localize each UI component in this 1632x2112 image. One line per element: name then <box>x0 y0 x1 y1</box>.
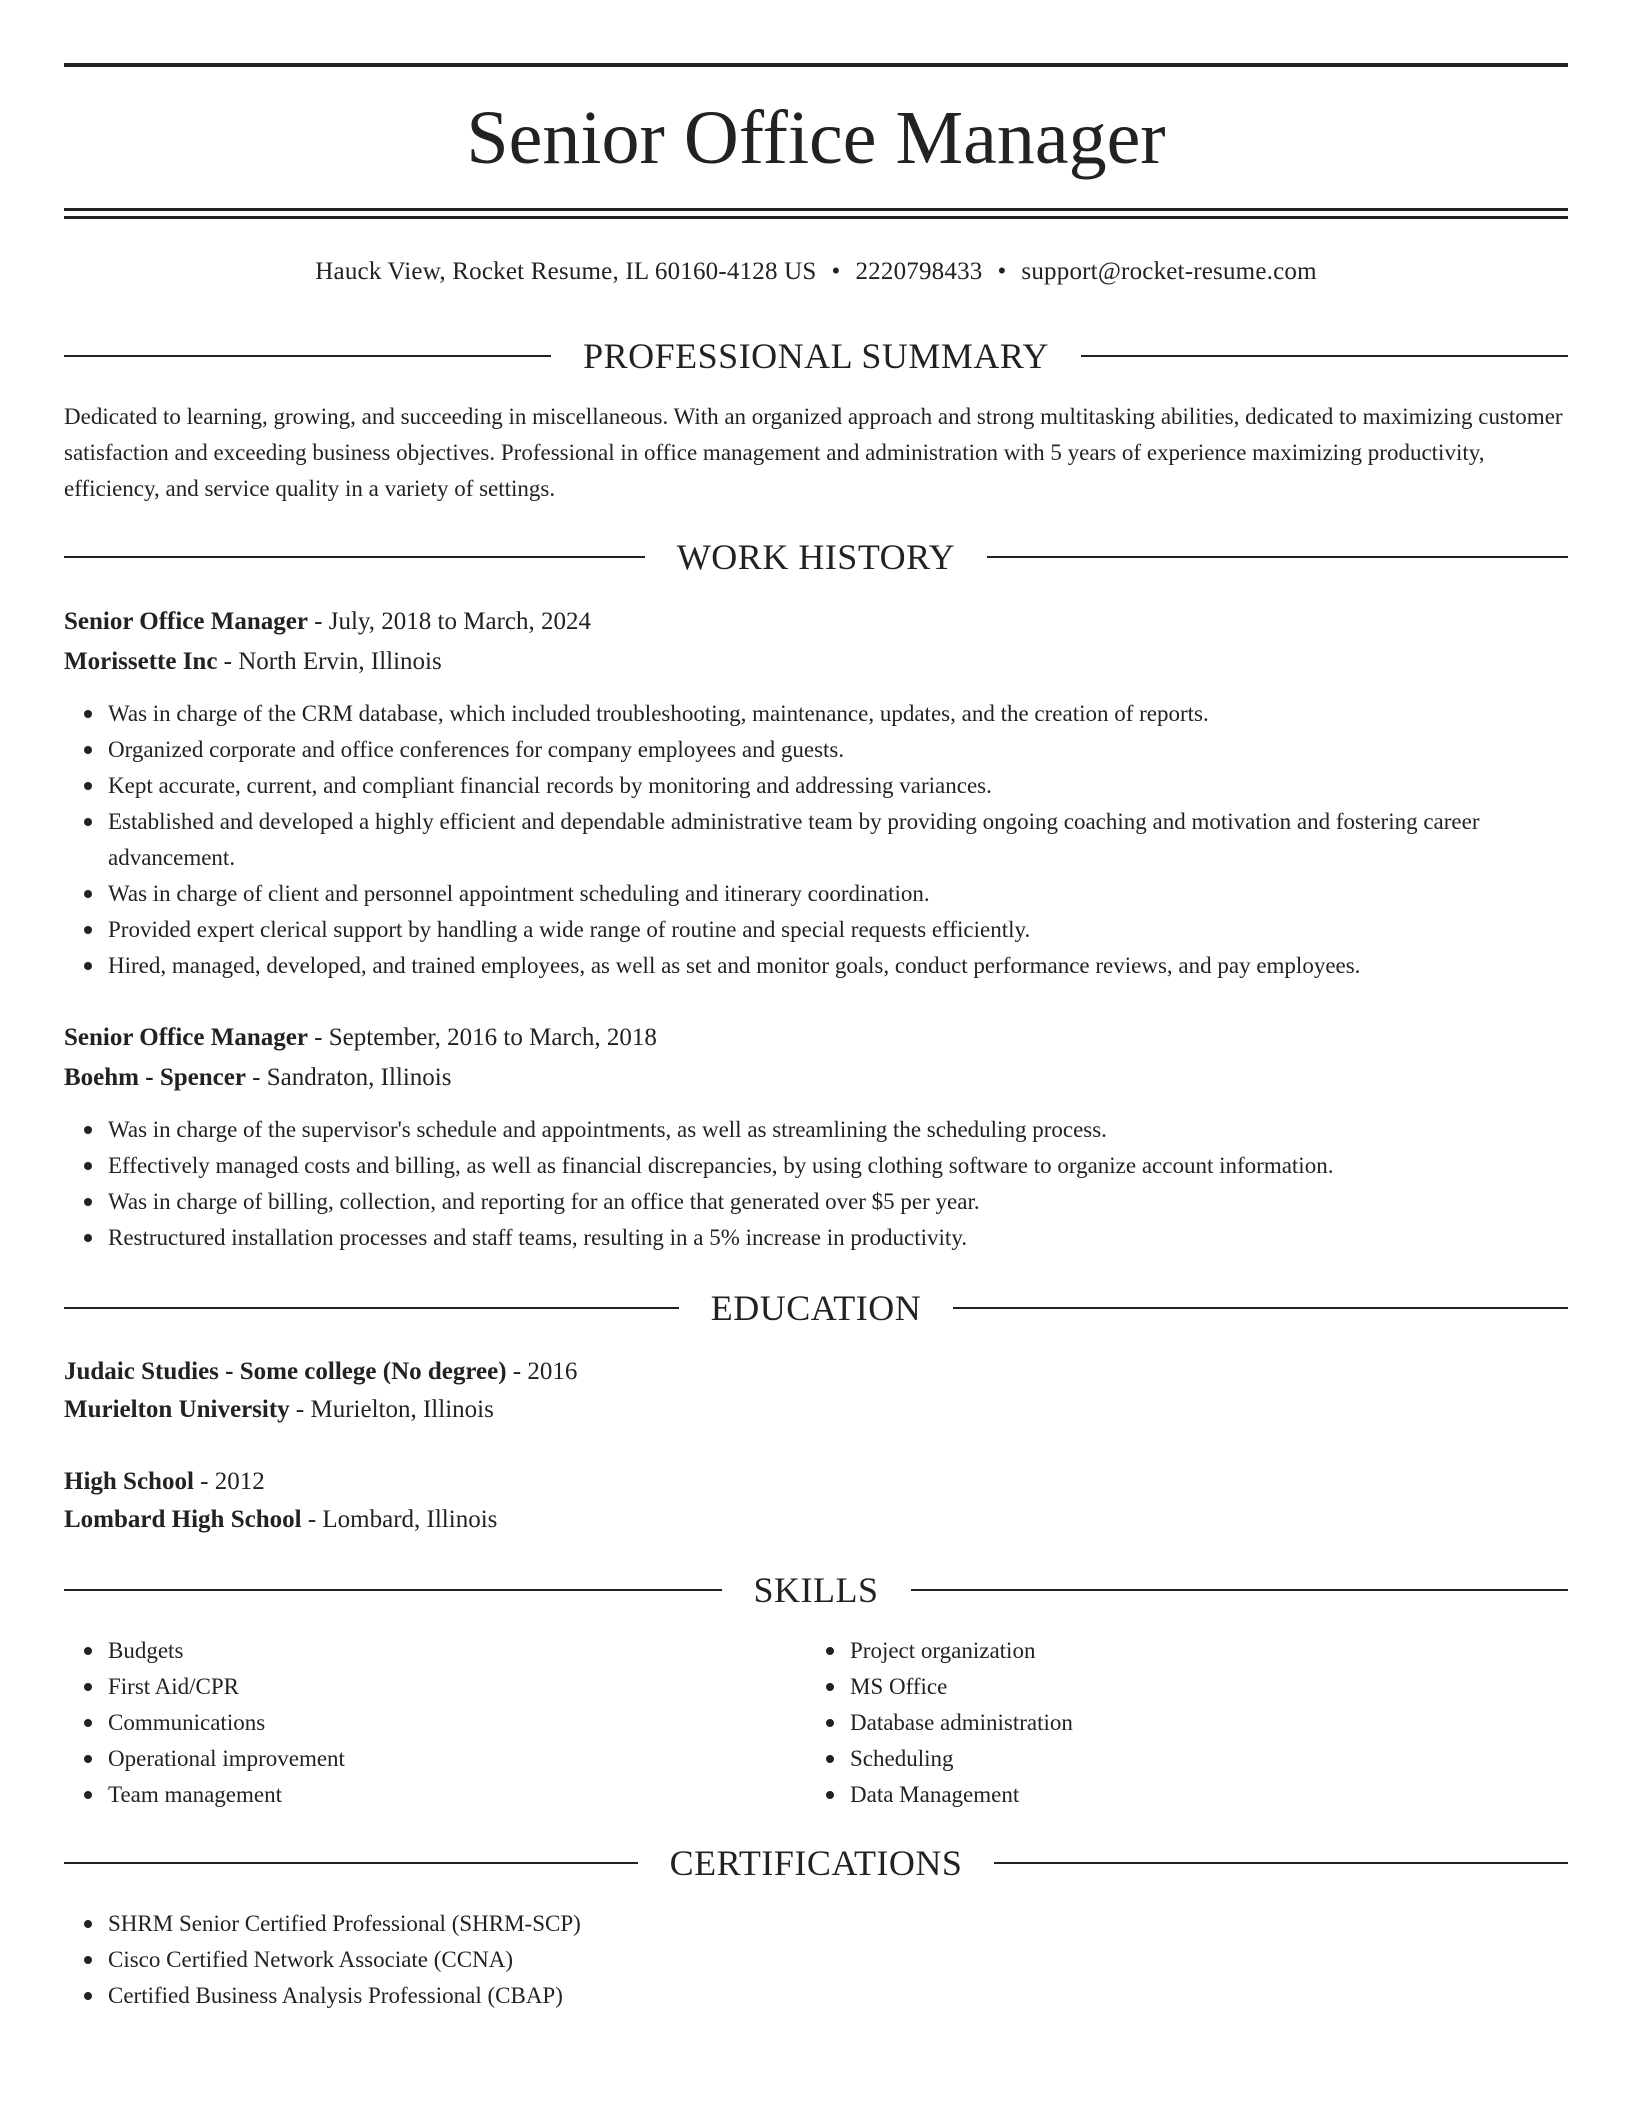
education-school: Lombard High School <box>64 1506 302 1533</box>
job-title: Senior Office Manager <box>64 608 308 635</box>
section-title: PROFESSIONAL SUMMARY <box>583 336 1049 376</box>
skills-column-right <box>806 1633 1506 1813</box>
certification-item: Certified Business Analysis Professional (CBAP) <box>108 1978 1612 2014</box>
education-location: - Murielton, Illinois <box>289 1396 494 1423</box>
list-item: Restructured installation processes and staff teams, resulting in a 5% increase in productivity. <box>108 1220 1612 1256</box>
education-degree-line <box>64 1354 577 1390</box>
list-item: Kept accurate, current, and compliant financial records by monitoring and addressing variances. <box>108 768 1612 804</box>
contact-phone: 2220798433 <box>855 258 983 285</box>
job-title-line <box>64 1020 657 1056</box>
candidate-name: Senior Office Manager <box>466 96 1166 180</box>
contact-separator: • <box>997 258 1007 285</box>
list-item: Provided expert clerical support by handling a wide range of routine and special requests efficiently. <box>108 912 1612 948</box>
contact-line <box>64 255 1568 289</box>
education-school: Murielton University <box>64 1396 290 1423</box>
skill-item: Team management <box>108 1777 808 1813</box>
education-school-line <box>64 1392 494 1428</box>
heading-rule <box>987 556 1568 558</box>
heading-rule <box>64 1307 679 1309</box>
skill-item: Project organization <box>850 1633 1550 1669</box>
list-item: Organized corporate and office conferences for company employees and guests. <box>108 732 1612 768</box>
skills-list <box>64 1633 808 1813</box>
section-heading-certifications <box>64 1841 1568 1885</box>
certification-item: SHRM Senior Certified Professional (SHRM-SCP) <box>108 1906 1612 1942</box>
education-year: - 2016 <box>506 1358 578 1385</box>
heading-rule <box>64 1589 722 1591</box>
list-item: Was in charge of billing, collection, and reporting for an office that generated over $5 per year. <box>108 1184 1612 1220</box>
heading-rule <box>64 1862 638 1864</box>
job-company-line <box>64 1060 451 1096</box>
job-title: Senior Office Manager <box>64 1024 308 1051</box>
education-year: - 2012 <box>193 1468 265 1495</box>
header-bottom-rule-2 <box>64 216 1568 219</box>
skill-item: Data Management <box>850 1777 1550 1813</box>
skill-item: Scheduling <box>850 1741 1550 1777</box>
heading-rule <box>1081 355 1568 357</box>
skill-item: First Aid/CPR <box>108 1669 808 1705</box>
list-item: Effectively managed costs and billing, as well as financial discrepancies, by using clothing software to organize account information. <box>108 1148 1612 1184</box>
heading-rule <box>994 1862 1568 1864</box>
section-title: EDUCATION <box>710 1288 922 1328</box>
summary-text: Dedicated to learning, growing, and succeeding in miscellaneous. With an organized approach and strong multitasking abilities, dedicated to maximizing customer satisfaction and exceeding business objectives. Professional in office management and administration with 5 years of experience maximizing productivity, efficiency, and service quality in a variety of settings. <box>64 404 1563 501</box>
education-location: - Lombard, Illinois <box>301 1506 498 1533</box>
heading-rule <box>64 355 551 357</box>
skill-item: Communications <box>108 1705 808 1741</box>
skill-item: Database administration <box>850 1705 1550 1741</box>
section-title: WORK HISTORY <box>676 537 956 577</box>
section-heading-summary <box>64 334 1568 378</box>
job-bullets <box>64 1112 1612 1256</box>
contact-email: support@rocket-resume.com <box>1021 258 1317 285</box>
job-location: - North Ervin, Illinois <box>217 648 442 675</box>
list-item: Was in charge of the CRM database, which included troubleshooting, maintenance, updates, and the creation of reports. <box>108 696 1612 732</box>
skill-item: Budgets <box>108 1633 808 1669</box>
job-title-line <box>64 604 591 640</box>
education-degree: Judaic Studies - Some college (No degree) <box>64 1358 507 1385</box>
certification-item: Cisco Certified Network Associate (CCNA) <box>108 1942 1612 1978</box>
education-degree: High School <box>64 1468 194 1495</box>
job-company: Boehm - Spencer <box>64 1064 246 1091</box>
list-item: Was in charge of the supervisor's schedule and appointments, as well as streamlining the scheduling process. <box>108 1112 1612 1148</box>
section-heading-skills <box>64 1568 1568 1612</box>
education-school-line <box>64 1502 497 1538</box>
job-bullets <box>64 696 1612 984</box>
contact-address: Hauck View, Rocket Resume, IL 60160-4128 US <box>315 258 817 285</box>
section-heading-work-history <box>64 535 1568 579</box>
skill-item: Operational improvement <box>108 1741 808 1777</box>
job-company-line <box>64 644 442 680</box>
section-heading-education <box>64 1286 1568 1330</box>
job-location: - Sandraton, Illinois <box>245 1064 452 1091</box>
job-dates: - September, 2016 to March, 2018 <box>307 1024 657 1051</box>
heading-rule <box>953 1307 1568 1309</box>
header-bottom-rule <box>64 208 1568 211</box>
skills-column-left <box>64 1633 764 1813</box>
contact-separator: • <box>831 258 841 285</box>
job-company: Morissette Inc <box>64 648 218 675</box>
job-dates: - July, 2018 to March, 2024 <box>307 608 591 635</box>
education-degree-line <box>64 1464 265 1500</box>
heading-rule <box>64 556 645 558</box>
list-item: Hired, managed, developed, and trained employees, as well as set and monitor goals, conduct performance reviews, and pay employees. <box>108 948 1612 984</box>
heading-rule <box>911 1589 1569 1591</box>
certifications-list <box>64 1906 1612 2014</box>
skills-list <box>806 1633 1550 1813</box>
skill-item: MS Office <box>850 1669 1550 1705</box>
list-item: Was in charge of client and personnel appointment scheduling and itinerary coordination. <box>108 876 1612 912</box>
section-title: CERTIFICATIONS <box>669 1843 963 1883</box>
section-title: SKILLS <box>753 1570 879 1610</box>
list-item: Established and developed a highly efficient and dependable administrative team by providing ongoing coaching and motivation and fostering career advancement. <box>108 804 1612 876</box>
header-top-rule <box>64 63 1568 67</box>
